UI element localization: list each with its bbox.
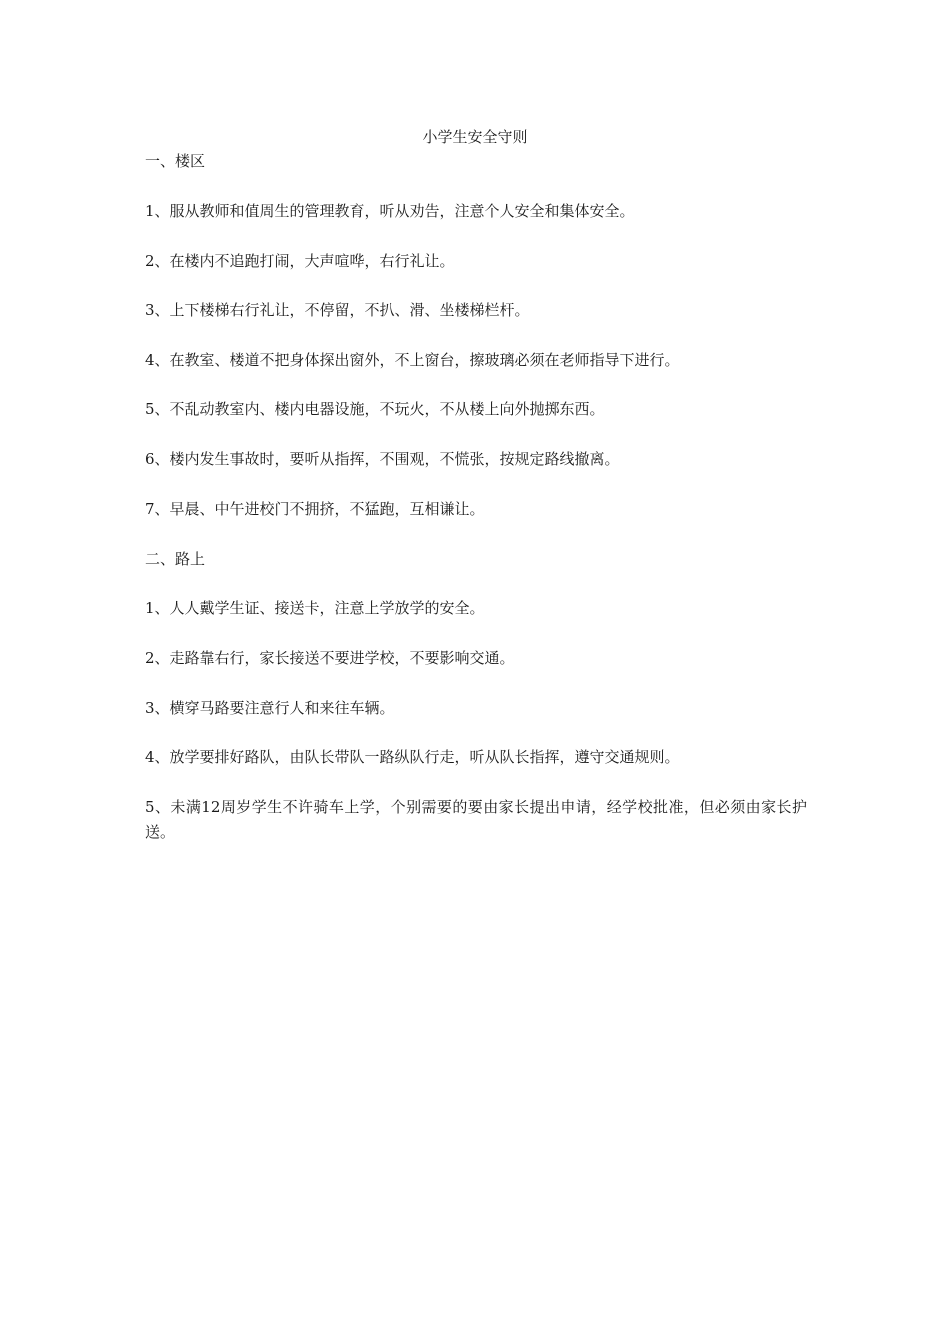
list-item: 4、在教室、楼道不把身体探出窗外，不上窗台，擦玻璃必须在老师指导下进行。 (145, 351, 680, 369)
list-item: 1、人人戴学生证、接送卡，注意上学放学的安全。 (145, 599, 485, 617)
list-item: 6、楼内发生事故时，要听从指挥，不围观，不慌张，按规定路线撤离。 (145, 450, 620, 468)
document-title: 小学生安全守则 (422, 128, 528, 146)
list-item: 4、放学要排好路队，由队长带队一路纵队行走，听从队长指挥，遵守交通规则。 (145, 748, 680, 766)
list-item: 2、走路靠右行，家长接送不要进学校，不要影响交通。 (145, 649, 515, 667)
section-heading-road: 二、路上 (145, 550, 206, 568)
list-item: 3、上下楼梯右行礼让，不停留，不扒、滑、坐楼梯栏杆。 (145, 301, 530, 319)
list-item: 1、服从教师和值周生的管理教育，听从劝告，注意个人安全和集体安全。 (145, 202, 635, 220)
list-item: 3、横穿马路要注意行人和来往车辆。 (145, 699, 395, 717)
section-heading-building: 一、楼区 (145, 152, 206, 170)
list-item: 2、在楼内不追跑打闹，大声喧哗，右行礼让。 (145, 252, 455, 270)
list-item: 5、不乱动教室内、楼内电器设施，不玩火，不从楼上向外抛掷东西。 (145, 400, 605, 418)
list-item: 5、未满12周岁学生不许骑车上学，个别需要的要由家长提出申请，经学校批准，但必须由家长护送。 (145, 798, 807, 841)
list-item: 7、早晨、中午进校门不拥挤，不猛跑，互相谦让。 (145, 500, 485, 518)
